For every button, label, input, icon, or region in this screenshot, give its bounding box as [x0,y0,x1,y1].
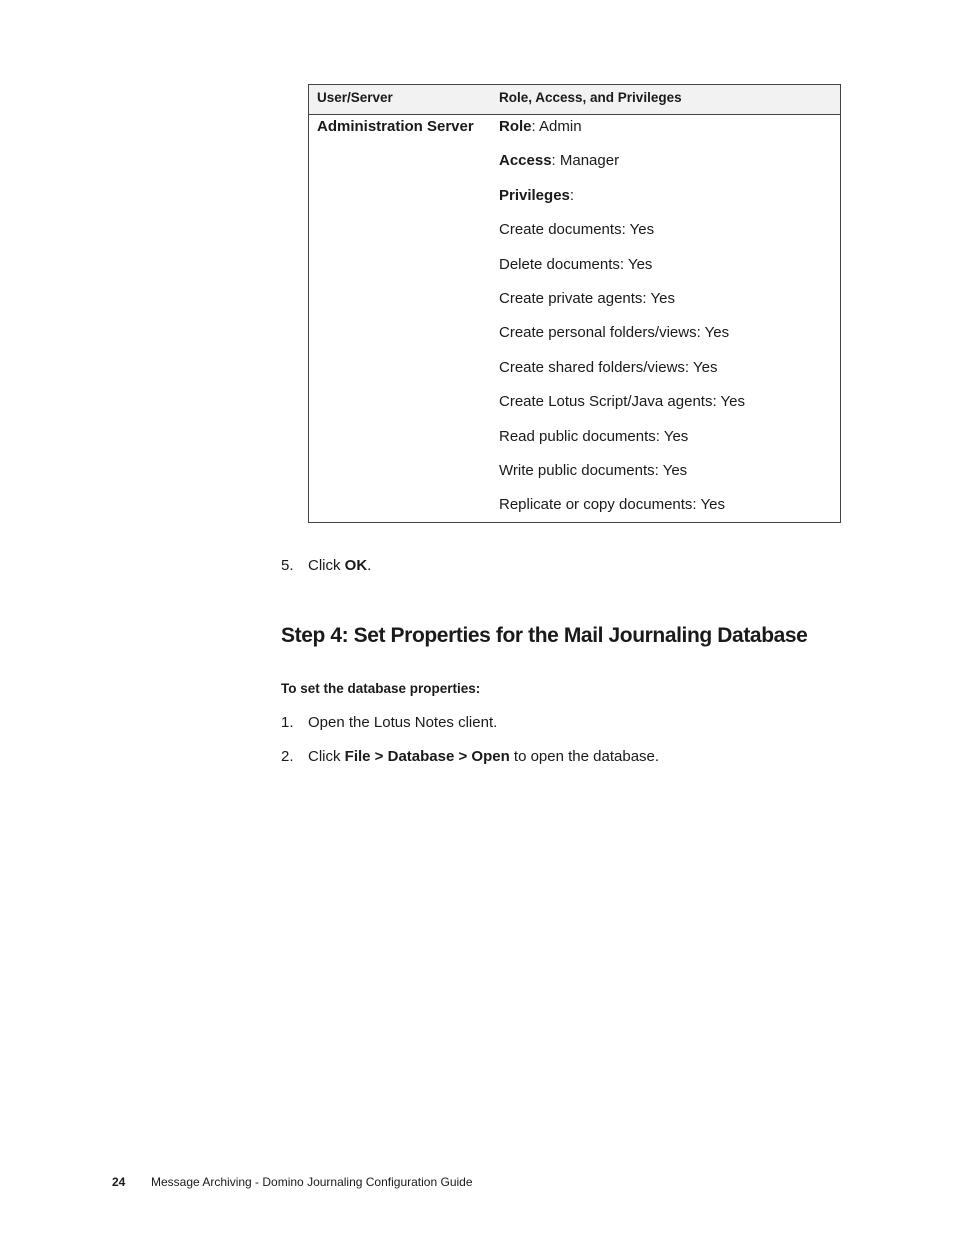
privilege-item: Create private agents: Yes [499,289,675,307]
step-text [308,748,659,765]
privilege-item: Write public documents: Yes [499,461,688,479]
privileges-label: Privileges [499,186,570,204]
step-2 [281,748,881,768]
step-text: Open the Lotus Notes client. [308,714,498,731]
access-line [499,152,745,186]
table-header [309,85,840,115]
step-1 [281,714,881,734]
step-number: 1. [281,714,294,731]
menu-path: File > Database > Open [344,748,510,765]
role-line [499,118,745,152]
step-number: 5. [281,557,294,574]
step-text [308,557,371,574]
column-header-role-access-privileges: Role, Access, and Privileges [499,90,682,105]
role-label: Role [499,118,532,135]
step-text-prefix: Click [308,748,345,765]
privilege-item: Create shared folders/views: Yes [499,358,718,376]
ok-label: OK [344,557,368,574]
page-number: 24 [112,1175,126,1189]
step-number: 2. [281,748,294,765]
section-heading: Step 4: Set Properties for the Mail Journaling Database [281,624,808,647]
privilege-item: Delete documents: Yes [499,255,653,273]
procedure-subheading: To set the database properties: [281,681,481,696]
privilege-item: Replicate or copy documents: Yes [499,496,725,514]
step-text-suffix: to open the database. [509,748,660,765]
privilege-item: Create personal folders/views: Yes [499,324,730,342]
document-title: Message Archiving - Domino Journaling Configuration Guide [151,1175,473,1189]
privilege-item: Create documents: Yes [499,221,655,239]
step-text-suffix: . [367,557,372,574]
privilege-item: Read public documents: Yes [499,427,689,445]
step-text-prefix: Click [308,557,345,574]
column-header-user-server: User/Server [317,90,393,105]
privilege-item: Create Lotus Script/Java agents: Yes [499,393,745,411]
privileges-suffix: : [569,186,575,204]
role-value: : Admin [531,118,582,135]
permissions-table [308,84,841,523]
privileges-line [499,187,745,221]
user-server-cell: Administration Server [317,118,474,135]
access-value: : Manager [551,152,620,170]
access-label: Access [499,152,552,170]
role-access-privileges-cell [499,118,745,531]
